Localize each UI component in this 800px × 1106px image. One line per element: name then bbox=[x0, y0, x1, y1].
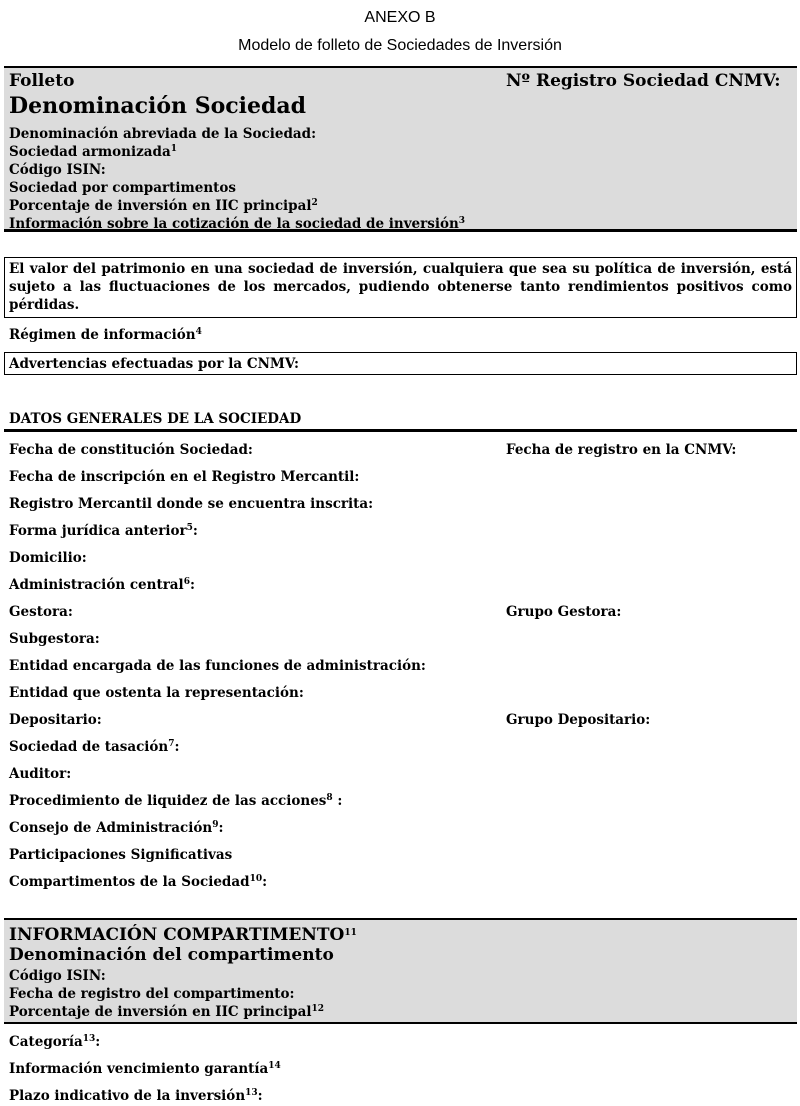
compartimento-row bbox=[9, 967, 106, 985]
field-text: Participaciones Significativas bbox=[9, 847, 233, 863]
header-row bbox=[9, 161, 465, 179]
row-text: Fecha de registro del compartimento: bbox=[9, 986, 295, 1002]
field-text: Entidad que ostenta la representación: bbox=[9, 685, 304, 701]
compartimento-field-label bbox=[9, 1033, 100, 1051]
compartimento-denominacion: Denominación del compartimento bbox=[9, 945, 334, 965]
header-row bbox=[9, 125, 465, 143]
field-label bbox=[9, 792, 342, 810]
field-suffix: : bbox=[262, 874, 268, 890]
prospectus-header bbox=[4, 66, 797, 232]
field-suffix: : bbox=[189, 577, 195, 593]
field-label bbox=[9, 684, 304, 702]
row-text: Código ISIN: bbox=[9, 968, 106, 984]
denominacion-heading: Denominación Sociedad bbox=[9, 93, 307, 119]
footnote-mark: 12 bbox=[311, 1004, 325, 1014]
field-text: Subgestora: bbox=[9, 631, 100, 647]
field-text: Consejo de Administración bbox=[9, 820, 213, 836]
compartimento-field-label bbox=[9, 1060, 281, 1078]
row-text: Porcentaje de inversión en IIC principal bbox=[9, 1004, 312, 1020]
field-label bbox=[9, 468, 359, 486]
compartimento-row bbox=[9, 1003, 324, 1021]
datos-section-title: DATOS GENERALES DE LA SOCIEDAD bbox=[9, 411, 302, 427]
field-text: Entidad encargada de las funciones de administración: bbox=[9, 658, 426, 674]
footnote-mark: 5 bbox=[186, 523, 193, 533]
field-suffix: : bbox=[95, 1034, 101, 1050]
field-label-right: Grupo Gestora: bbox=[506, 604, 622, 620]
registro-label: Nº Registro Sociedad CNMV: bbox=[506, 71, 781, 91]
row-text: Sociedad armonizada bbox=[9, 144, 171, 160]
section-divider bbox=[4, 429, 797, 432]
footnote-mark: 6 bbox=[183, 577, 190, 587]
field-label bbox=[9, 873, 267, 891]
row-text: Sociedad por compartimentos bbox=[9, 180, 236, 196]
field-suffix: : bbox=[332, 793, 343, 809]
field-text: Gestora: bbox=[9, 604, 73, 620]
field-label bbox=[9, 549, 87, 567]
footnote-mark: 13 bbox=[82, 1034, 96, 1044]
field-label bbox=[9, 603, 73, 621]
field-label-right: Fecha de registro en la CNMV: bbox=[506, 442, 737, 458]
footnote-mark: 11 bbox=[344, 928, 357, 938]
field-text: Categoría bbox=[9, 1034, 83, 1050]
row-text: Porcentaje de inversión en IIC principal bbox=[9, 198, 312, 214]
field-label bbox=[9, 576, 195, 594]
compartimento-row bbox=[9, 985, 295, 1003]
field-label bbox=[9, 630, 100, 648]
cnmv-warnings-box: Advertencias efectuadas por la CNMV: bbox=[4, 352, 797, 375]
field-text: Sociedad de tasación bbox=[9, 739, 169, 755]
risk-warning-box: El valor del patrimonio en una sociedad de inversión, cualquiera que sea su política de inversión, está sujeto a las fluctuaciones de los mercados, pudiendo obtenerse tanto rendimientos positivos como pérdidas. bbox=[4, 257, 797, 318]
field-label bbox=[9, 441, 253, 459]
row-text: Código ISIN: bbox=[9, 162, 106, 178]
field-label-right: Grupo Depositario: bbox=[506, 712, 651, 728]
field-text: Depositario: bbox=[9, 712, 102, 728]
field-label bbox=[9, 738, 180, 756]
footnote-mark: 8 bbox=[326, 793, 333, 803]
footnote-mark: 4 bbox=[195, 327, 202, 337]
footnote-mark: 7 bbox=[168, 739, 175, 749]
field-text: Plazo indicativo de la inversión bbox=[9, 1088, 246, 1104]
field-label bbox=[9, 819, 223, 837]
row-text: Información sobre la cotización de la sociedad de inversión bbox=[9, 216, 459, 232]
field-text: Información vencimiento garantía bbox=[9, 1061, 269, 1077]
compartimento-header bbox=[4, 918, 797, 1024]
footnote-mark: 13 bbox=[245, 1088, 258, 1098]
field-suffix: : bbox=[257, 1088, 263, 1104]
header-row bbox=[9, 179, 465, 197]
compartimento-title bbox=[9, 925, 357, 945]
field-text: Forma jurídica anterior bbox=[9, 523, 187, 539]
compartimento-field-label bbox=[9, 1087, 263, 1105]
footnote-mark: 2 bbox=[311, 198, 318, 208]
compartimento-title-text: INFORMACIÓN COMPARTIMENTO bbox=[9, 925, 345, 945]
field-label bbox=[9, 711, 102, 729]
annex-label: ANEXO B bbox=[364, 9, 436, 26]
field-text: Domicilio: bbox=[9, 550, 87, 566]
field-text: Procedimiento de liquidez de las acciones bbox=[9, 793, 327, 809]
field-text: Auditor: bbox=[9, 766, 72, 782]
footnote-mark: 10 bbox=[249, 874, 263, 884]
field-label bbox=[9, 657, 426, 675]
field-label bbox=[9, 495, 373, 513]
row-text: Denominación abreviada de la Sociedad: bbox=[9, 126, 317, 142]
field-text: Compartimentos de la Sociedad bbox=[9, 874, 250, 890]
field-label bbox=[9, 846, 232, 864]
field-suffix: : bbox=[218, 820, 224, 836]
field-text: Fecha de inscripción en el Registro Mercantil: bbox=[9, 469, 360, 485]
field-text: Fecha de constitución Sociedad: bbox=[9, 442, 253, 458]
header-row bbox=[9, 215, 465, 233]
field-suffix: : bbox=[192, 523, 198, 539]
field-suffix: : bbox=[174, 739, 180, 755]
field-text: Registro Mercantil donde se encuentra inscrita: bbox=[9, 496, 374, 512]
header-row bbox=[9, 143, 465, 161]
footnote-mark: 9 bbox=[212, 820, 219, 830]
regimen-label bbox=[9, 326, 202, 344]
field-text: Administración central bbox=[9, 577, 184, 593]
footnote-mark: 3 bbox=[458, 216, 466, 226]
header-rows bbox=[9, 125, 465, 233]
regimen-text: Régimen de información bbox=[9, 327, 196, 343]
field-label bbox=[9, 765, 71, 783]
field-label bbox=[9, 522, 198, 540]
folleto-label: Folleto bbox=[9, 71, 75, 91]
footnote-mark: 1 bbox=[170, 144, 177, 154]
document-subtitle: Modelo de folleto de Sociedades de Inversión bbox=[238, 37, 562, 54]
footnote-mark: 14 bbox=[268, 1061, 281, 1071]
header-row bbox=[9, 197, 465, 215]
